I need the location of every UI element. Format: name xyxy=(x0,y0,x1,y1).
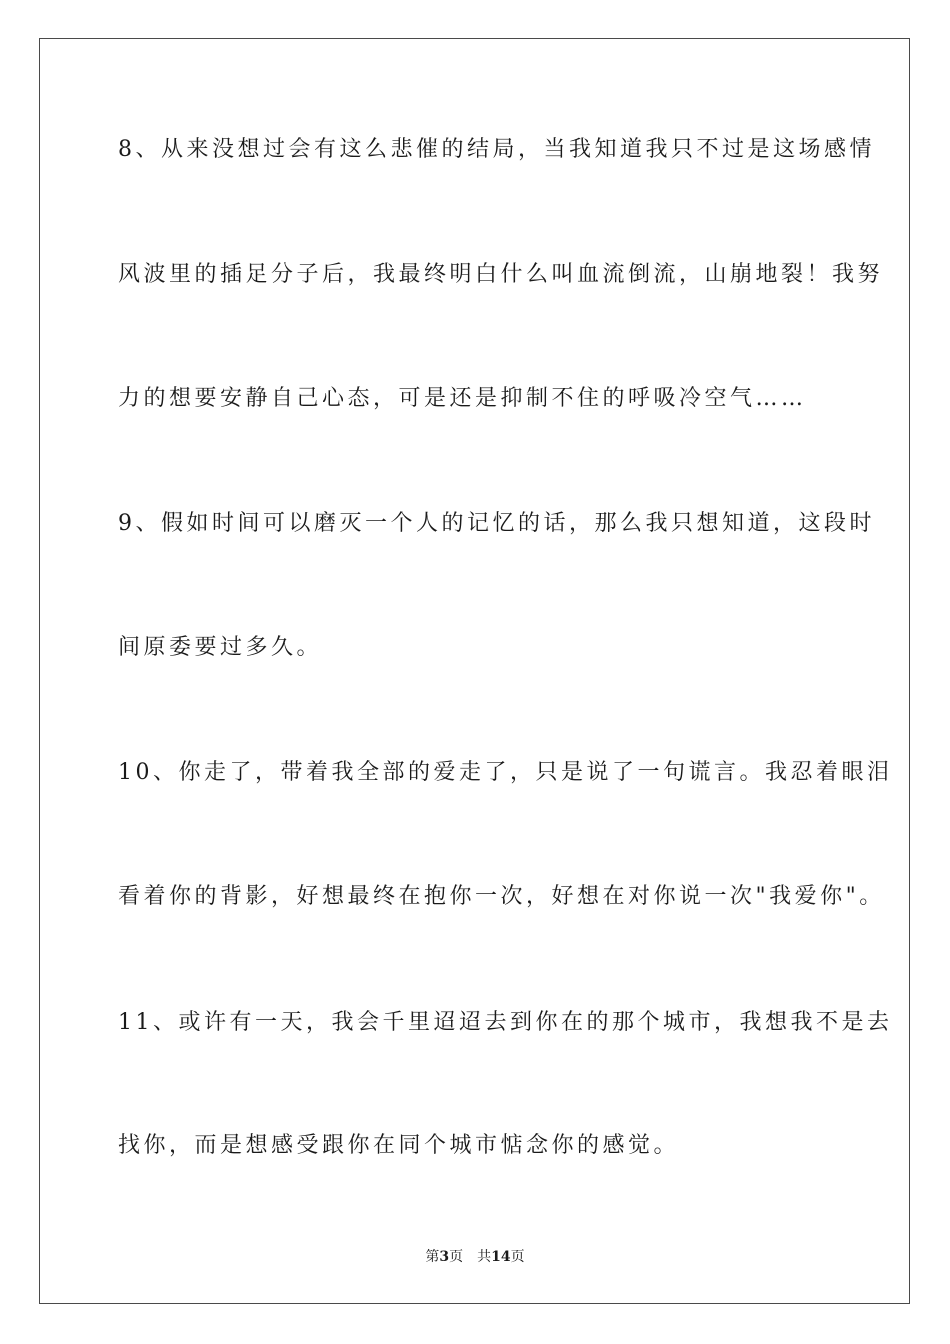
total-prefix: 共 xyxy=(477,1249,492,1265)
text-line-3: 力的想要安静自己心态，可是还是抑制不住的呼吸冷空气…… xyxy=(118,386,807,411)
text-line-2: 风波里的插足分子后，我最终明白什么叫血流倒流，山崩地裂！我努 xyxy=(118,262,884,287)
text-line-8: 11、或许有一天，我会千里迢迢去到你在的那个城市，我想我不是去 xyxy=(118,1010,893,1035)
page-prefix: 第 xyxy=(425,1249,440,1265)
text-line-6: 10、你走了，带着我全部的爱走了，只是说了一句谎言。我忍着眼泪 xyxy=(118,760,893,785)
text-line-7: 看着你的背影，好想最终在抱你一次，好想在对你说一次"我爱你"。 xyxy=(118,884,885,909)
page-suffix: 页 xyxy=(449,1249,464,1265)
total-suffix: 页 xyxy=(510,1249,525,1265)
page-border xyxy=(39,38,910,1304)
text-line-4: 9、假如时间可以磨灭一个人的记忆的话，那么我只想知道，这段时 xyxy=(118,511,875,536)
page-footer xyxy=(0,1248,950,1266)
total-pages: 14 xyxy=(491,1249,511,1265)
text-line-9: 找你，而是想感受跟你在同个城市惦念你的感觉。 xyxy=(118,1133,680,1158)
text-line-1: 8、从来没想过会有这么悲催的结局，当我知道我只不过是这场感情 xyxy=(118,137,875,162)
page-number: 3 xyxy=(439,1249,450,1265)
text-line-5: 间原委要过多久。 xyxy=(118,635,323,660)
